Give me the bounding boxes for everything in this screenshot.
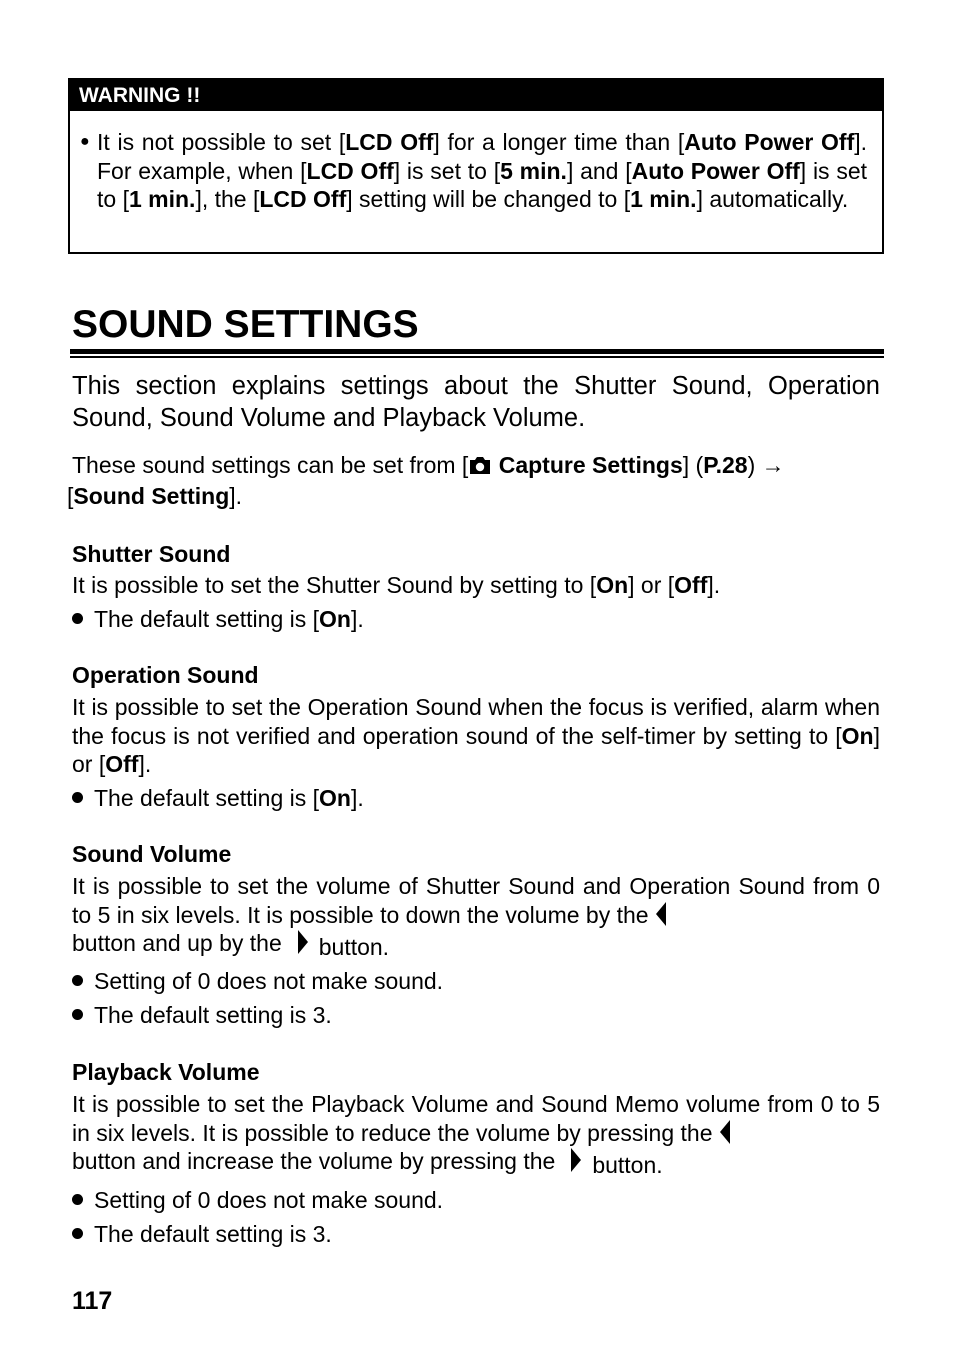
path-before: These sound settings can be set from [ [72, 452, 469, 478]
camera-icon [468, 455, 492, 475]
bullet-dot [72, 1228, 83, 1239]
list-item: Setting of 0 does not make sound. [72, 1186, 443, 1214]
intro-paragraph: This section explains settings about the Shutter Sound, Operation Sound, Sound Volume and Playback Volume. [72, 372, 880, 432]
bullet-dot [72, 1009, 83, 1020]
path-submenu: Sound Setting [73, 483, 230, 509]
bullet-dot [72, 975, 83, 986]
shutter-sound-text: It is possible to set the Shutter Sound by setting to [On] or [Off]. [72, 572, 721, 598]
bullet-dot [72, 792, 83, 803]
heading-playback-volume: Playback Volume [72, 1059, 260, 1085]
page-number: 117 [72, 1287, 113, 1315]
list-item: The default setting is [On]. [72, 605, 364, 633]
warning-text: It is not possible to set [LCD Off] for a longer time than [Auto Power Off]. For example, when [LCD Off] is set to [5 min.] and [Auto Power Off] is set to [1 min.], the [LCD Off] setting will be changed to [1 min.] automatically. [97, 129, 868, 212]
path-open: [ [67, 483, 74, 509]
menu-path [67, 450, 880, 512]
bullet-dot [72, 1194, 83, 1205]
sound-volume-text: It is possible to set the volume of Shutter Sound and Operation Sound from 0 to 5 in six levels. It is possible to down the volume by the button and up by the button. [72, 873, 880, 960]
path-mid: ] ( [682, 452, 704, 478]
path-page-ref: P.28 [703, 452, 748, 478]
warning-title: WARNING !! [70, 80, 882, 111]
right-arrow-icon [297, 930, 309, 954]
playback-volume-text: It is possible to set the Playback Volume and Sound Memo volume from 0 to 5 in six levels. It is possible to reduce the volume by pressing the button and increase the volume by pressing the button. [72, 1091, 880, 1178]
page-title: SOUND SETTINGS [72, 303, 419, 346]
heading-operation-sound: Operation Sound [72, 662, 259, 688]
list-item: The default setting is [On]. [72, 784, 364, 812]
left-arrow-icon [655, 902, 667, 926]
warning-box [68, 78, 884, 254]
bullet-dot [72, 613, 83, 624]
warning-bullet: ● [80, 133, 90, 150]
list-item: The default setting is 3. [72, 1220, 332, 1248]
title-rule [70, 349, 884, 354]
list-item: The default setting is 3. [72, 1001, 332, 1029]
operation-sound-text: It is possible to set the Operation Sound when the focus is verified, alarm when the focus is not verified and operation sound of the self-timer by setting to [On] or [Off]. [72, 694, 880, 777]
heading-sound-volume: Sound Volume [72, 841, 232, 867]
left-arrow-icon [719, 1120, 731, 1144]
title-rule-thin [70, 356, 884, 358]
heading-shutter-sound: Shutter Sound [72, 541, 231, 567]
path-close: ]. [229, 483, 243, 509]
arrow-right: → [761, 452, 785, 478]
right-arrow-icon [570, 1148, 582, 1172]
list-item: Setting of 0 does not make sound. [72, 967, 443, 995]
path-menu: Capture Settings [492, 452, 683, 478]
path-after: ) [747, 452, 762, 478]
